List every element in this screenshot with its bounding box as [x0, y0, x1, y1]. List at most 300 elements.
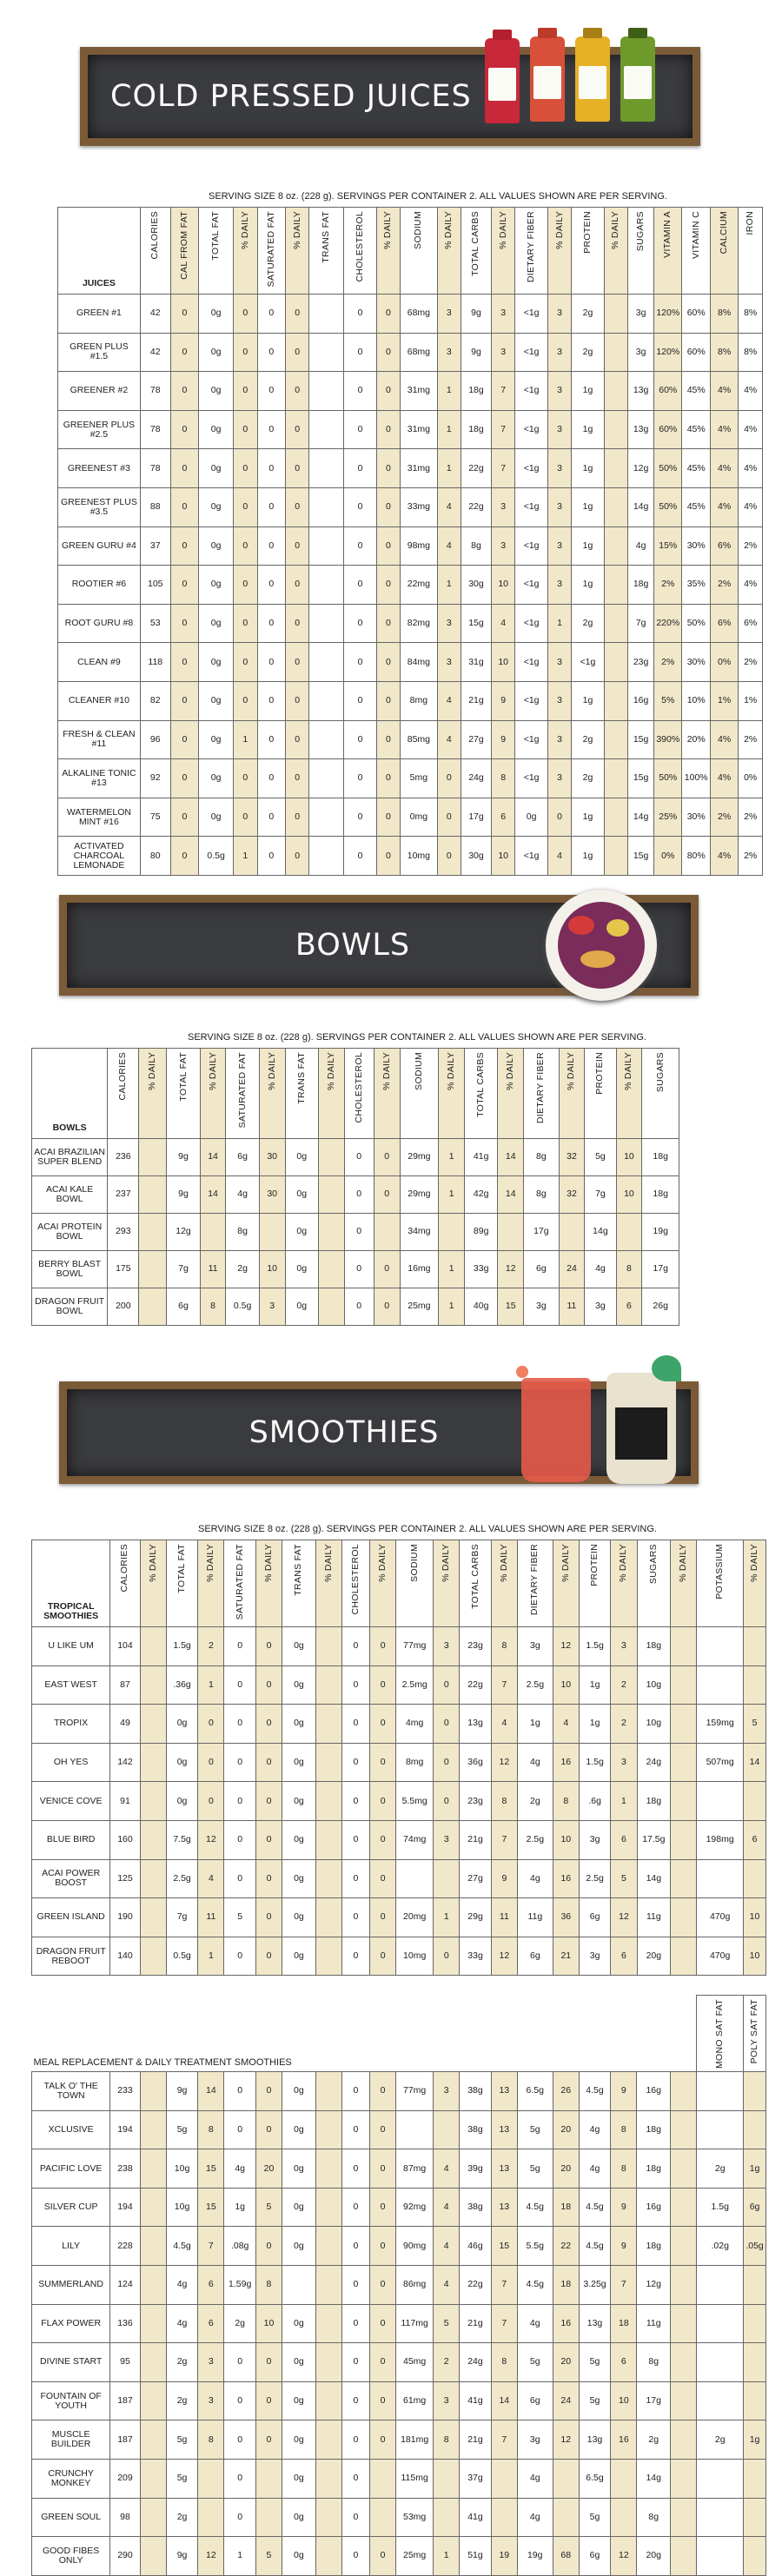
col-header: TOTAL FAT	[166, 1540, 198, 1627]
cell-value: <1g	[515, 643, 547, 682]
item-name: CLEANER #10	[58, 681, 141, 720]
smoothie-cups-image	[513, 1347, 695, 1494]
item-name: LILY	[32, 2227, 110, 2266]
col-header: SODIUM	[401, 208, 437, 295]
cell-value: <1g	[515, 449, 547, 488]
cell-value: 24g	[461, 759, 492, 798]
cell-value: 4.5g	[579, 2188, 611, 2227]
item-name: SUMMERLAND	[32, 2266, 110, 2305]
table-row	[32, 1176, 679, 1214]
cell-value: 19g	[642, 1214, 679, 1251]
cell-value: 12	[198, 1820, 224, 1859]
cell-value: 7	[198, 2227, 224, 2266]
col-header: % DAILY	[671, 1540, 697, 1627]
cell-value: 120%	[654, 295, 682, 334]
cell-value: <1g	[515, 837, 547, 876]
cell-value: 290	[110, 2537, 140, 2576]
cell-value: 0g	[166, 1743, 198, 1782]
cell-value: 29mg	[400, 1176, 439, 1214]
cell-value: 87	[110, 1665, 140, 1705]
cell-value: 0	[170, 681, 198, 720]
cell-value: 9g	[461, 333, 492, 372]
cell-value: 5g	[517, 2110, 553, 2149]
cell-value: 2%	[739, 720, 763, 759]
col-header: % DAILY	[285, 208, 308, 295]
cell-value: 0	[255, 2227, 282, 2266]
table-row	[32, 1665, 766, 1705]
item-name: FOUNTAIN OF YOUTH	[32, 2381, 110, 2420]
table-row	[32, 2498, 766, 2537]
cell-value: 15g	[628, 837, 654, 876]
cell-value: 2%	[739, 837, 763, 876]
cell-value: 42	[140, 333, 170, 372]
table-row	[58, 410, 763, 449]
cell-value	[140, 2304, 166, 2343]
cell-value	[396, 2110, 434, 2149]
cell-value: 9g	[461, 295, 492, 334]
cell-value: 60%	[654, 410, 682, 449]
cell-value: 2.5g	[166, 1859, 198, 1898]
cell-value: 7	[491, 449, 514, 488]
cell-value: 0	[198, 1705, 224, 1744]
cell-value	[616, 1214, 642, 1251]
cell-value: 1	[439, 1176, 465, 1214]
cell-value	[697, 2266, 744, 2305]
cell-value: 4g	[517, 2304, 553, 2343]
cell-value: 1	[547, 604, 571, 643]
cell-value: 84mg	[401, 643, 437, 682]
cell-value: 0	[344, 1214, 374, 1251]
cell-value: 4.5g	[517, 2266, 553, 2305]
cell-value: 74mg	[396, 1820, 434, 1859]
cell-value: 0	[341, 2227, 369, 2266]
cell-value: 0	[374, 1251, 400, 1288]
cell-value: 33mg	[401, 487, 437, 526]
cell-value: 5%	[654, 681, 682, 720]
cell-value: 8	[616, 1251, 642, 1288]
cell-value: 0	[170, 720, 198, 759]
cell-value	[671, 2498, 697, 2537]
cell-value: 12	[498, 1251, 524, 1288]
cell-value: 0	[376, 487, 400, 526]
cell-value: 90mg	[396, 2227, 434, 2266]
cell-value	[434, 2498, 460, 2537]
cell-value: .36g	[166, 1665, 198, 1705]
col-header: % DAILY	[200, 1049, 226, 1139]
cell-value: 17.5g	[637, 1820, 671, 1859]
cell-value	[697, 2072, 744, 2111]
cell-value: 3g	[628, 333, 654, 372]
cell-value: 0	[376, 681, 400, 720]
cell-value: 2%	[654, 643, 682, 682]
cell-value	[671, 1782, 697, 1821]
cell-value: 0	[285, 604, 308, 643]
cell-value: 77mg	[396, 2072, 434, 2111]
cell-value: 0	[434, 1782, 460, 1821]
cell-value: 0	[234, 681, 257, 720]
cell-value: 4g	[517, 1743, 553, 1782]
cell-value: 0	[257, 604, 285, 643]
cell-value	[697, 2304, 744, 2343]
cell-value: 5	[255, 2537, 282, 2576]
cell-value: 0	[224, 2498, 256, 2537]
cell-value: 0	[344, 720, 376, 759]
cell-value: 8	[491, 1627, 517, 1666]
col-header: TRANS FAT	[309, 208, 344, 295]
cell-value	[697, 1665, 744, 1705]
cell-value	[744, 2537, 766, 2576]
cell-value: 4g	[517, 2459, 553, 2498]
cell-value	[744, 2381, 766, 2420]
cell-value	[315, 2072, 341, 2111]
cell-value: 0g	[285, 1139, 318, 1176]
cell-value: 1%	[739, 681, 763, 720]
cell-value: 0	[341, 1705, 369, 1744]
cell-value: 2g	[517, 1782, 553, 1821]
cell-value	[140, 1705, 166, 1744]
col-header: VITAMIN A	[654, 208, 682, 295]
cell-value	[140, 2420, 166, 2460]
cell-value: 0	[547, 798, 571, 837]
cell-value: 6g	[517, 2381, 553, 2420]
cell-value: 21g	[460, 2304, 492, 2343]
cell-value: 11	[200, 1251, 226, 1288]
cell-value: 7.5g	[166, 1820, 198, 1859]
cell-value: 22	[553, 2227, 579, 2266]
cell-value: 6	[611, 1937, 637, 1976]
cell-value	[140, 1743, 166, 1782]
cell-value	[671, 1859, 697, 1898]
cell-value: 7g	[167, 1251, 200, 1288]
cell-value	[309, 720, 344, 759]
cell-value: 42g	[465, 1176, 498, 1214]
item-name: MUSCLE BUILDER	[32, 2420, 110, 2460]
col-header: % DAILY	[434, 1540, 460, 1627]
cell-value: 2%	[654, 566, 682, 605]
cell-value: 4g	[226, 1176, 259, 1214]
cell-value: 1.59g	[224, 2266, 256, 2305]
cell-value: 10mg	[396, 1937, 434, 1976]
item-name: ACAI BRAZILIAN SUPER BLEND	[32, 1139, 108, 1176]
col-header: % DAILY	[616, 1049, 642, 1139]
cell-value: 1	[234, 837, 257, 876]
cell-value: 8	[553, 1782, 579, 1821]
cell-value: 17g	[461, 798, 492, 837]
table-row	[32, 1937, 766, 1976]
cell-value	[315, 2537, 341, 2576]
cell-value: 0	[370, 1859, 396, 1898]
cell-value: 1%	[710, 681, 738, 720]
cell-value: 18g	[637, 2227, 671, 2266]
item-name: GREENER PLUS #2.5	[58, 410, 141, 449]
cell-value: 30%	[682, 643, 710, 682]
col-header: CHOLESTEROL	[344, 1049, 374, 1139]
cell-value: 6g	[167, 1288, 200, 1326]
cell-value: 194	[110, 2110, 140, 2149]
cell-value: 0	[437, 759, 461, 798]
cell-value: 0	[344, 295, 376, 334]
cell-value: 0	[170, 410, 198, 449]
cell-value: 6%	[710, 526, 738, 566]
cell-value: 0	[376, 837, 400, 876]
cell-value: 1.5g	[579, 1627, 611, 1666]
cell-value: 16	[553, 1743, 579, 1782]
cell-value: 0	[255, 1937, 282, 1976]
cell-value: 16	[553, 2304, 579, 2343]
cell-value: 50%	[682, 604, 710, 643]
cell-value: 0	[170, 526, 198, 566]
cell-value: 0	[257, 295, 285, 334]
cell-value: 6%	[710, 604, 738, 643]
cell-value: 0.5g	[166, 1937, 198, 1976]
item-name: XCLUSIVE	[32, 2110, 110, 2149]
cell-value: 0	[344, 604, 376, 643]
cell-value: 49	[110, 1705, 140, 1744]
col-header: % DAILY	[547, 208, 571, 295]
cell-value: 0	[234, 798, 257, 837]
cell-value	[318, 1214, 344, 1251]
cell-value	[604, 487, 627, 526]
cell-value: 0g	[199, 333, 234, 372]
table-row	[32, 1743, 766, 1782]
item-name: VENICE COVE	[32, 1782, 110, 1821]
table-row	[32, 2420, 766, 2460]
cell-value: 0	[344, 1176, 374, 1214]
cell-value	[434, 2110, 460, 2149]
cell-value: 0	[198, 1743, 224, 1782]
cell-value: 0g	[199, 759, 234, 798]
cell-value: 0	[255, 1665, 282, 1705]
cell-value: 0g	[285, 1176, 318, 1214]
cell-value: 12g	[637, 2266, 671, 2305]
col-header: SUGARS	[642, 1049, 679, 1139]
cell-value: 3	[434, 2072, 460, 2111]
cell-value	[671, 2072, 697, 2111]
cell-value: 14	[198, 2072, 224, 2111]
cell-value: 6g	[579, 2537, 611, 2576]
cell-value: 293	[108, 1214, 139, 1251]
cell-value: 0	[224, 1820, 256, 1859]
cell-value: 1	[437, 410, 461, 449]
cell-value: 13g	[579, 2420, 611, 2460]
cell-value: 10	[611, 2381, 637, 2420]
cell-value: 22g	[461, 487, 492, 526]
cell-value: 4%	[710, 487, 738, 526]
item-name: TROPIX	[32, 1705, 110, 1744]
cell-value: 10	[259, 1251, 285, 1288]
cell-value: 16	[611, 2420, 637, 2460]
cell-value: 0	[341, 2537, 369, 2576]
cell-value: 2%	[710, 798, 738, 837]
cell-value: 6	[491, 798, 514, 837]
col-header: POLY SAT FAT	[744, 1996, 766, 2072]
cell-value: 8	[611, 2110, 637, 2149]
cell-value: 0	[234, 410, 257, 449]
cell-value	[309, 449, 344, 488]
cell-value: 4%	[710, 449, 738, 488]
bowls-row-header: BOWLS	[32, 1049, 108, 1139]
cell-value: 10	[616, 1139, 642, 1176]
cell-value: 4%	[710, 837, 738, 876]
cell-value: 1	[437, 449, 461, 488]
cell-value: 5	[744, 1705, 766, 1744]
cell-value: 390%	[654, 720, 682, 759]
cell-value	[498, 1214, 524, 1251]
cell-value: 16g	[637, 2188, 671, 2227]
cell-value: 0g	[199, 487, 234, 526]
cell-value	[139, 1251, 167, 1288]
col-header: CALCIUM	[710, 208, 738, 295]
cell-value: 6g	[744, 2188, 766, 2227]
table-row	[32, 1820, 766, 1859]
cell-value: 14	[498, 1139, 524, 1176]
cell-value: 0	[374, 1288, 400, 1326]
cell-value	[671, 2304, 697, 2343]
cell-value: 0	[257, 720, 285, 759]
cell-value: 0	[341, 1627, 369, 1666]
cell-value: 16mg	[400, 1251, 439, 1288]
cell-value: 16	[553, 1859, 579, 1898]
cell-value: 50%	[654, 449, 682, 488]
cell-value: 4g	[585, 1251, 616, 1288]
cell-value: 1g	[224, 2188, 256, 2227]
cell-value: 1	[224, 2537, 256, 2576]
cell-value	[309, 333, 344, 372]
cell-value: 35%	[682, 566, 710, 605]
cell-value	[140, 2149, 166, 2189]
cell-value: 0	[341, 2149, 369, 2189]
table-row	[32, 1859, 766, 1898]
cell-value: 3g	[585, 1288, 616, 1326]
table-row	[32, 1627, 766, 1666]
cell-value: 10g	[166, 2188, 198, 2227]
col-header: % DAILY	[234, 208, 257, 295]
cell-value: 8	[198, 2420, 224, 2460]
cell-value: 0	[344, 333, 376, 372]
cell-value: 2g	[572, 604, 604, 643]
item-name: DRAGON FRUIT BOWL	[32, 1288, 108, 1326]
cell-value: 4%	[739, 449, 763, 488]
cell-value	[491, 2498, 517, 2537]
cell-value: 0	[341, 2381, 369, 2420]
cell-value: 0	[437, 798, 461, 837]
cell-value: 0	[224, 2381, 256, 2420]
table-row	[32, 2381, 766, 2420]
cell-value: 25mg	[400, 1288, 439, 1326]
cell-value: 51g	[460, 2537, 492, 2576]
cell-value: 31g	[461, 643, 492, 682]
item-name: OH YES	[32, 1743, 110, 1782]
col-header: % DAILY	[370, 1540, 396, 1627]
cell-value: 0g	[282, 2149, 316, 2189]
cell-value: 0	[285, 410, 308, 449]
cell-value	[315, 2149, 341, 2189]
cell-value: <1g	[515, 295, 547, 334]
cell-value: 0	[341, 1898, 369, 1937]
cell-value	[318, 1139, 344, 1176]
cell-value: 39g	[460, 2149, 492, 2189]
cell-value: 4g	[517, 1859, 553, 1898]
cell-value: 33g	[460, 1937, 492, 1976]
cell-value	[604, 566, 627, 605]
table-row	[32, 2072, 766, 2111]
cell-value: 14g	[628, 487, 654, 526]
cell-value: 0	[285, 798, 308, 837]
cell-value: 0	[255, 1820, 282, 1859]
cell-value: 3	[491, 526, 514, 566]
cell-value: 91	[110, 1782, 140, 1821]
cell-value: 10	[255, 2304, 282, 2343]
cell-value: 3	[547, 295, 571, 334]
cell-value: 38g	[460, 2110, 492, 2149]
cell-value	[140, 1782, 166, 1821]
item-name: GOOD FIBES ONLY	[32, 2537, 110, 2576]
item-name: GREEN #1	[58, 295, 141, 334]
cell-value: 0	[370, 2537, 396, 2576]
cell-value: 0%	[654, 837, 682, 876]
cell-value: 187	[110, 2381, 140, 2420]
cell-value	[309, 798, 344, 837]
cell-value	[604, 759, 627, 798]
item-name: EAST WEST	[32, 1665, 110, 1705]
cell-value: 5g	[579, 2381, 611, 2420]
cell-value: 3g	[524, 1288, 559, 1326]
table-row	[58, 295, 763, 334]
col-header: TOTAL FAT	[199, 208, 234, 295]
cell-value: 4	[547, 837, 571, 876]
cell-value: 14	[498, 1176, 524, 1214]
table-row	[58, 643, 763, 682]
cell-value: 0	[341, 2304, 369, 2343]
cell-value: 0	[376, 449, 400, 488]
col-header: TOTAL CARBS	[461, 208, 492, 295]
cell-value: 8	[491, 1782, 517, 1821]
cell-value: 0	[370, 2110, 396, 2149]
cell-value: 7	[491, 2266, 517, 2305]
cell-value: 0	[341, 2420, 369, 2460]
cell-value	[315, 1782, 341, 1821]
cell-value: 10	[491, 643, 514, 682]
cell-value: 9g	[167, 1176, 200, 1214]
cell-value: 0	[285, 333, 308, 372]
table-row	[32, 2266, 766, 2305]
cell-value: 46g	[460, 2227, 492, 2266]
cell-value: 0	[370, 1782, 396, 1821]
cell-value: .08g	[224, 2227, 256, 2266]
cell-value: 8g	[461, 526, 492, 566]
cell-value: 4.5g	[579, 2227, 611, 2266]
item-name: FLAX POWER	[32, 2304, 110, 2343]
table-row	[58, 798, 763, 837]
smoothies-title: SMOOTHIES	[249, 1415, 440, 1450]
cell-value: 34mg	[400, 1214, 439, 1251]
cell-value: 0g	[199, 798, 234, 837]
smoothies-nutrition-table	[31, 1540, 766, 1976]
cell-value: 3	[547, 643, 571, 682]
cell-value: 1.5g	[579, 1743, 611, 1782]
cell-value: 238	[110, 2149, 140, 2189]
cell-value: 11	[491, 1898, 517, 1937]
cell-value: 175	[108, 1251, 139, 1288]
cell-value: 1	[198, 1665, 224, 1705]
col-header: % DAILY	[498, 1049, 524, 1139]
cell-value: 23g	[628, 643, 654, 682]
cell-value: 0	[170, 295, 198, 334]
cell-value: 3g	[517, 1627, 553, 1666]
cell-value: 7	[611, 2266, 637, 2305]
cell-value: 160	[110, 1820, 140, 1859]
cell-value: 470g	[697, 1898, 744, 1937]
